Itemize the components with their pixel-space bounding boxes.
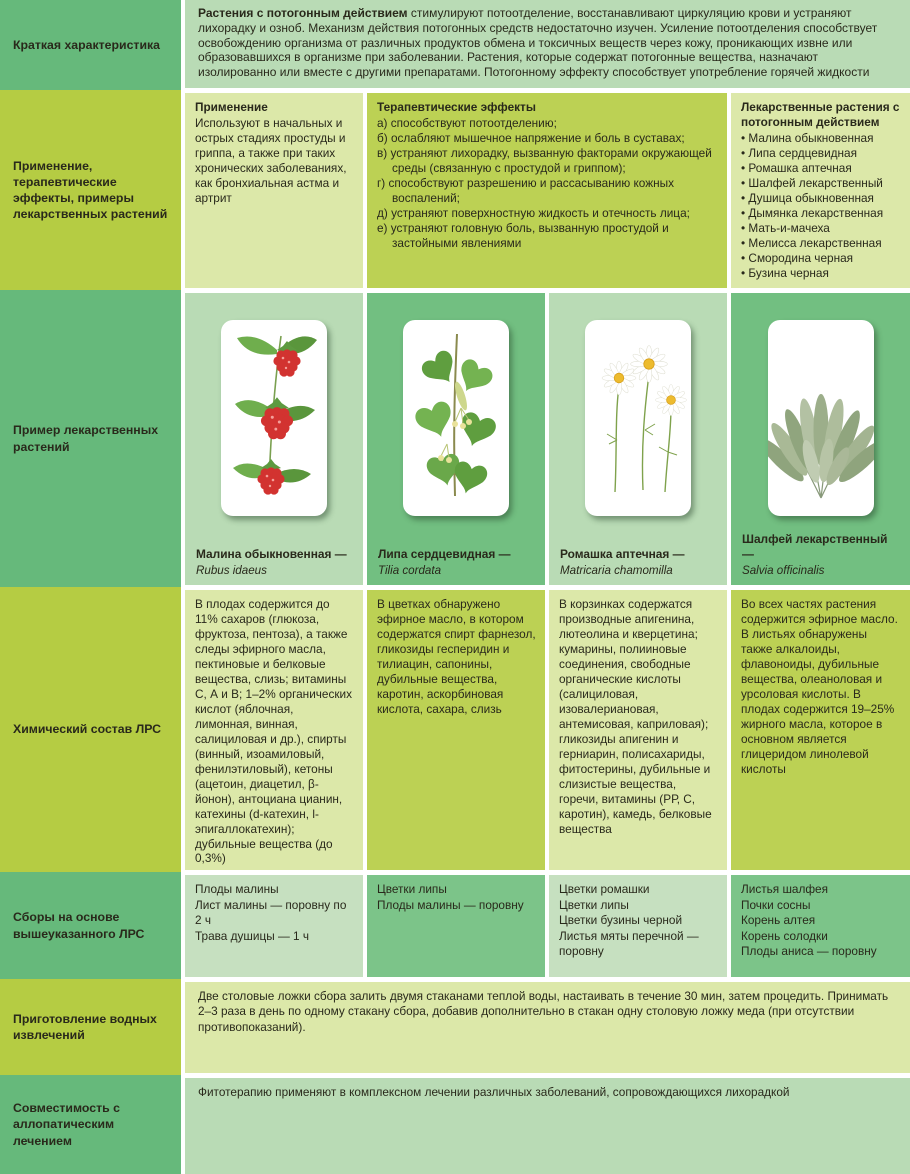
chemical-composition-sage: Во всех частях растения содержится эфирное масло. В листьях обнаружены также алкалоиды, флавоноиды, дубильные вещества, олеаноловая и урсоловая кислоты. В плодах содержится 19–25% жирного масла, которое в основном является глицеридом линолевой кислоты [731, 590, 910, 870]
row-label-application-effects [0, 90, 181, 290]
therapeutic-effects-title: Терапевтические эффекты [377, 100, 536, 114]
mixture-item: Трава душицы — 1 ч [195, 928, 310, 943]
plant-name: Липа сердцевидная — [378, 547, 511, 562]
raspberry-illustration [221, 320, 327, 516]
plant-latin-name: Tilia cordata [378, 563, 442, 577]
plants-list-title: Лекарственные растения с потогонным действием [741, 100, 900, 129]
plant-caption [549, 547, 727, 585]
chemical-composition-raspberry: В плодах содержится до 11% сахаров (глюкоза, фруктоза, пентоза), а также следы эфирного масла, пектиновые и белковые вещества, слизь; витамины С, А и В; 1–2% органических кислот (яблочная, лимонная, винная, салициловая и др.), спирты (винный, изоамиловый, фенилэтиловый), кетоны (ацетоин, диацетил, β-йонон), антоциана цианин, катехины (d-катехин, l-эпигаллокатехин); дубильные вещества (до 0,3%) [185, 590, 363, 870]
mixture-item: Листья мяты перечной — [559, 928, 699, 943]
mixture-item: Цветки липы [559, 897, 629, 912]
plant-card [768, 320, 874, 516]
effect-item: а) способствуют потоотделению; [377, 115, 557, 130]
application-title: Применение [195, 100, 268, 114]
linden-card-cell [367, 293, 545, 585]
plant-list-item: • Шалфей лекарственный [741, 176, 901, 191]
plant-caption [367, 547, 545, 585]
effect-item: б) ослабляют мышечное напряжение и боль в суставах; [377, 130, 685, 145]
effect-item: е) устраняют головную боль, вызванную простудой и застойными явлениями [377, 220, 669, 250]
content-grid [185, 0, 910, 1174]
effect-item: д) устраняют поверхностную жидкость и отечность лица; [377, 205, 690, 220]
linden-illustration [403, 320, 509, 516]
mixture-item: Цветки липы [377, 882, 447, 896]
mixture-item: Цветки бузины черной [559, 913, 683, 928]
row-label-text: Совместимость с аллопатическим лечением [13, 1101, 120, 1148]
mixture-raspberry [185, 875, 363, 977]
diaphoretic-plants-list-cell [731, 93, 910, 288]
plant-list-item: • Липа сердцевидная [741, 146, 901, 161]
therapeutic-effects-cell [367, 93, 727, 288]
row-label-plant-examples [0, 290, 181, 587]
plant-list-item: • Смородина черная [741, 251, 901, 266]
row-label-text: Пример лекарственных растений [13, 423, 159, 454]
row-label-text: Приготовление водных извлечений [13, 1011, 157, 1042]
sage-card-cell [731, 293, 910, 585]
mixture-chamomile [549, 875, 727, 977]
row-label-herbal-mixtures [0, 872, 181, 979]
mixture-item: Плоды малины — поровну [377, 897, 524, 912]
effect-item: г) способствуют разрешению и рассасыванию кожных воспалений; [377, 175, 674, 205]
water-extract-preparation-cell: Две столовые ложки сбора залить двумя стаканами теплой воды, настаивать в течение 30 мин, затем процедить. Принимать 2–3 раза в день по одному стакану сбора, добавив дополнительно в стакан одну столовую ложку меда (при отсутствии противопоказаний). [185, 982, 910, 1073]
mixture-item: Плоды аниса — поровну [741, 944, 877, 959]
row-labels-column [0, 0, 181, 1174]
chamomile-card-cell [549, 293, 727, 585]
mixture-item: Листья шалфея [741, 882, 829, 896]
plant-list-item: • Дымянка лекарственная [741, 206, 901, 221]
row-label-text: Химический состав ЛРС [13, 722, 162, 737]
plant-name: Малина обыкновенная — [196, 547, 347, 562]
brief-description-lead: Растения с потогонным действием [198, 6, 408, 20]
plant-list-item: • Мать-и-мачеха [741, 221, 901, 236]
chemical-composition-linden: В цветках обнаружено эфирное масло, в котором содержатся спирт фарнезол, гликозиды гесперидин и тилиацин, сапонины, дубильные вещества, каротин, аскорбиновая кислота, сахара, слизь [367, 590, 545, 870]
row-label-text: Сборы на основе вышеуказанного ЛРС [13, 910, 145, 941]
chamomile-illustration [585, 320, 691, 516]
plant-latin-name: Salvia officinalis [742, 563, 825, 577]
sage-illustration [768, 320, 874, 516]
plant-name: Ромашка аптечная — [560, 547, 685, 562]
mixture-item: Лист малины — поровну по 2 ч [195, 897, 347, 928]
brief-description-cell [185, 0, 910, 88]
row-label-text: Краткая характеристика [13, 37, 160, 52]
application-text: Используют в начальных и острых стадиях простуды и гриппа, а также при таких хронических заболеваниях, как бронхиальная астма и артрит [195, 115, 347, 205]
mixture-item: Корень алтея [741, 913, 816, 928]
row-label-water-extracts [0, 979, 181, 1075]
compatibility-cell: Фитотерапию применяют в комплексном лечении различных заболеваний, сопровождающихся лихорадкой [185, 1078, 910, 1174]
plant-list-item: • Ромашка аптечная [741, 161, 901, 176]
plant-list-item: • Бузина черная [741, 266, 901, 281]
row-label-compatibility [0, 1075, 181, 1174]
plant-name: Шалфей лекарственный — [742, 532, 888, 562]
plant-list-item: • Малина обыкновенная [741, 131, 901, 146]
row-label-brief-description [0, 0, 181, 90]
plant-caption [185, 547, 363, 585]
plant-list-item: • Мелисса лекарственная [741, 236, 901, 251]
mixture-item: Цветки ромашки [559, 882, 650, 896]
plant-card [585, 320, 691, 516]
mixture-item: Корень солодки [741, 928, 828, 943]
plant-list-item: • Душица обыкновенная [741, 191, 901, 206]
chemical-composition-chamomile: В корзинках содержатся производные апигенина, лютеолина и кверцетина; кумарины, полииновые соединения, свободные органические кислоты (салициловая, изовалериановая, антемисовая, каприловая); гликозиды апигенин и герниарин, полисахариды, фитостерины, дубильные и слизистые вещества, горечи, витамины (РР, С, каротин), камедь, белковые вещества [549, 590, 727, 870]
application-cell [185, 93, 363, 288]
mixture-sage [731, 875, 910, 977]
mixture-item: Почки сосны [741, 897, 811, 912]
row-label-chemical-composition [0, 587, 181, 872]
mixture-item: Плоды малины [195, 882, 279, 896]
effect-item: в) устраняют лихорадку, вызванную факторами окружающей среды (связанную с простудой и гриппом); [377, 145, 712, 175]
plant-latin-name: Rubus idaeus [196, 563, 267, 577]
plant-card [403, 320, 509, 516]
brief-description-text: стимулируют потоотделение, восстанавливают циркуляцию крови и устраняют лихорадку и озноб. Механизм действия потогонных средств недостаточно изучен. Усиление потоотделения способствует освобождению организма от различных продуктов обмена и токсичных веществ через кожу, проникающих извне или образовавшихся в организме при заболевании. Растения, которые содержат потогонные вещества, назначают изолированно или вместе с другими препаратами. Потогонному эффекту способствует употребление горячей жидкости [198, 6, 878, 79]
mixture-linden [367, 875, 545, 977]
plant-latin-name: Matricaria chamomilla [560, 563, 673, 577]
plant-card [221, 320, 327, 516]
plant-caption [731, 532, 910, 585]
raspberry-card-cell [185, 293, 363, 585]
row-label-text: Применение, терапевтические эффекты, примеры лекарственных растений [13, 158, 168, 222]
mixture-item: поровну [559, 944, 604, 959]
